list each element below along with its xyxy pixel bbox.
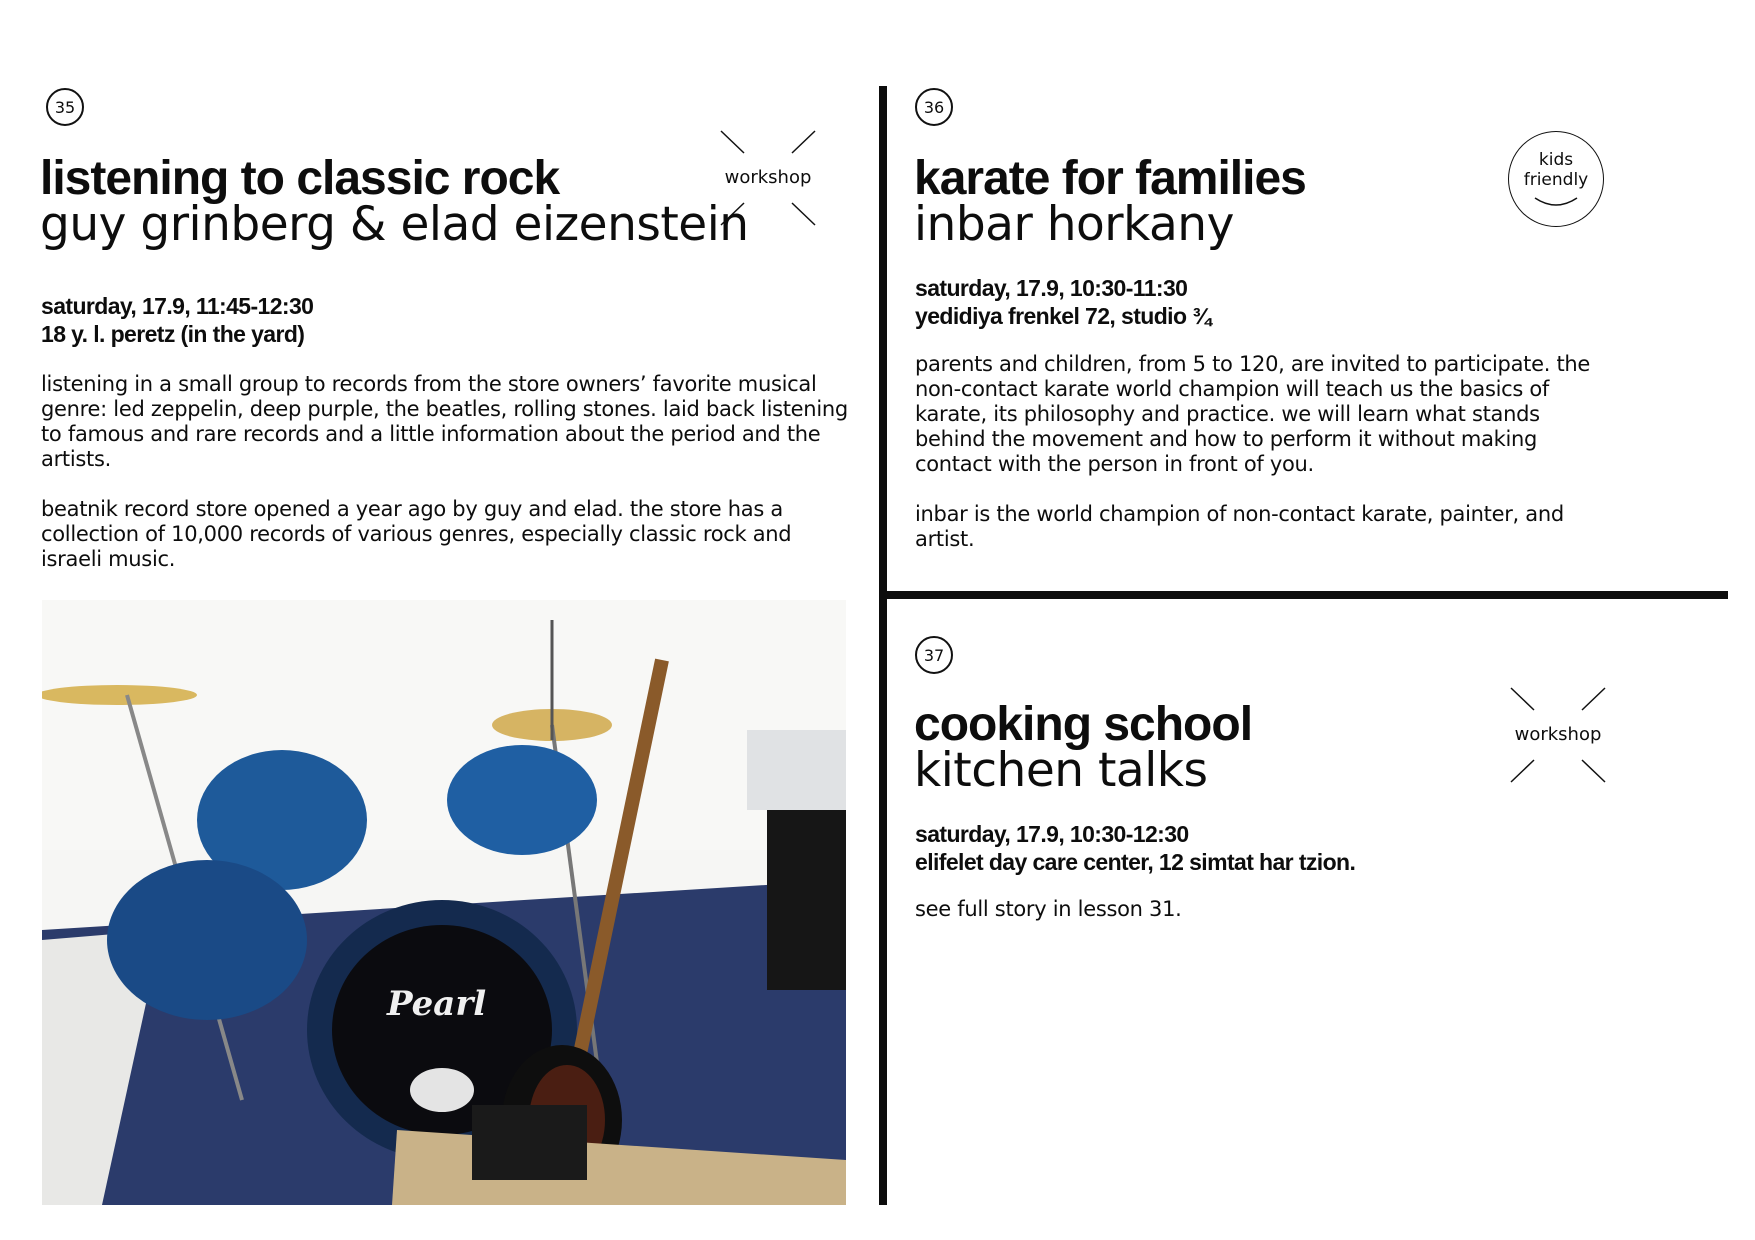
drum-brand-label: Pearl (387, 984, 487, 1024)
paragraph: parents and children, from 5 to 120, are invited to participate. the non-contact karate world champion will teach us the basics of karate, its philosophy and practice. we will learn what stands behind the movement and how to perform it without making contact with the person in front of you. (915, 352, 1591, 476)
kids-friendly-badge (1508, 131, 1604, 227)
smile-icon (1509, 132, 1605, 228)
workshop-badge (1508, 685, 1608, 785)
event-location: elifelet day care center, 12 simtat har tzion. (915, 849, 1356, 875)
event-meta (915, 274, 1211, 330)
event-meta (41, 292, 313, 348)
event-subtitle: inbar horkany (914, 197, 1234, 252)
paragraph: listening in a small group to records from the store owners’ favorite musical genre: led zeppelin, deep purple, the beatles, rolling stones. laid back listening to famous and rare records and a little information about the period and the artists. (41, 372, 848, 471)
event-subtitle: guy grinberg & elad eizenstein (40, 197, 749, 252)
event-subtitle: kitchen talks (914, 743, 1208, 798)
event-description (915, 897, 1595, 947)
horizontal-divider (883, 591, 1728, 599)
badge-label: workshop (724, 167, 812, 188)
event-location: 18 y. l. peretz (in the yard) (41, 321, 305, 347)
event-number-badge: 37 (915, 636, 953, 674)
badge-label: workshop (1514, 724, 1602, 745)
vertical-divider (879, 86, 887, 1205)
event-date: saturday, 17.9, 11:45-12:30 (41, 293, 314, 319)
event-title: cooking school (914, 698, 1253, 751)
paragraph: inbar is the world champion of non-contact karate, painter, and artist. (915, 502, 1564, 551)
event-date: saturday, 17.9, 10:30-11:30 (915, 275, 1188, 301)
event-meta (915, 820, 1355, 876)
event-title: karate for families (914, 152, 1306, 205)
photo-illustration (42, 600, 846, 1205)
event-date: saturday, 17.9, 10:30-12:30 (915, 821, 1189, 847)
event-description (41, 372, 851, 597)
paragraph: beatnik record store opened a year ago by guy and elad. the store has a collection of 10,000 records of various genres, especially classic rock and israeli music. (41, 497, 792, 571)
event-number-badge: 36 (915, 88, 953, 126)
event-description (915, 352, 1595, 577)
badge-label: kids friendly (1523, 150, 1589, 190)
drum-kit-photo (42, 600, 846, 1205)
event-number-badge: 35 (46, 88, 84, 126)
event-location: yedidiya frenkel 72, studio ¾ (915, 303, 1211, 329)
paragraph: see full story in lesson 31. (915, 897, 1182, 921)
event-title: listening to classic rock (40, 152, 560, 205)
